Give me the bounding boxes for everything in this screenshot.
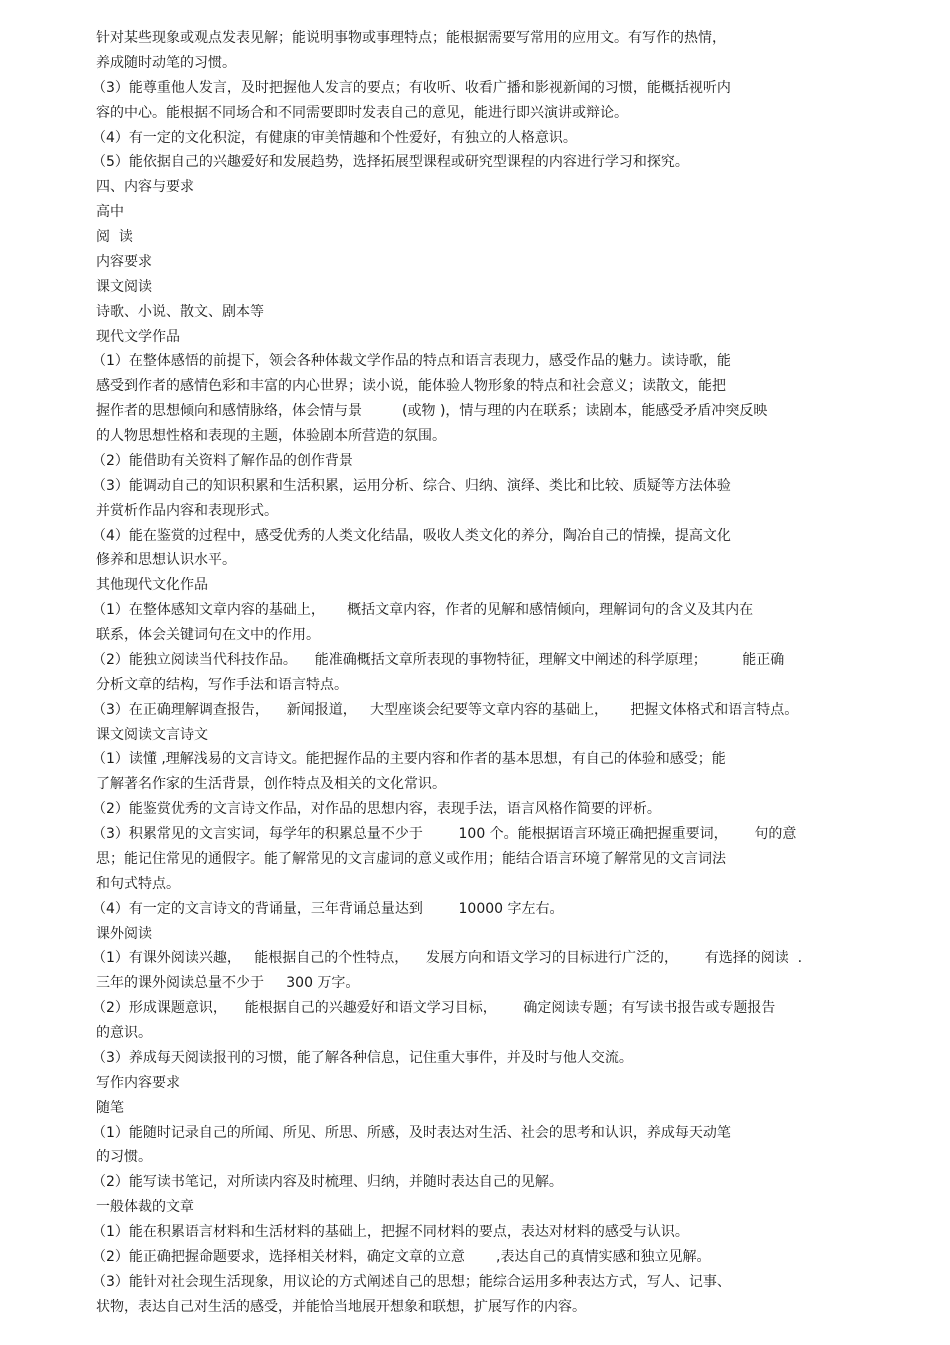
text-line: 养成随时动笔的习惯。 bbox=[96, 54, 236, 71]
text-line: 随笔 bbox=[96, 1099, 124, 1116]
text-line: （2）能独立阅读当代科技作品。 能准确概括文章所表现的事物特征，理解文中阐述的科学原理； 能正确 bbox=[92, 651, 785, 668]
document-body bbox=[92, 26, 856, 1320]
text-line: （1）在整体感知文章内容的基础上， 概括文章内容，作者的见解和感情倾向，理解词句的含义及其内在 bbox=[92, 602, 754, 619]
text-line: 并赏析作品内容和表现形式。 bbox=[96, 502, 278, 519]
text-line: （1）有课外阅读兴趣， 能根据自己的个性特点， 发展方向和语文学习的目标进行广泛的， 有选择的阅读 . bbox=[92, 950, 803, 967]
text-line: （3）积累常见的文言实词，每学年的积累总量不少于 100 个。能根据语言环境正确把握重要词， 句的意 bbox=[92, 826, 797, 842]
text-line: 课外阅读 bbox=[96, 925, 152, 942]
text-line: 课文阅读 bbox=[96, 278, 152, 295]
text-line: （1）在整体感悟的前提下，领会各种体裁文学作品的特点和语言表现力，感受作品的魅力。读诗歌，能 bbox=[92, 353, 731, 370]
text-line: （5）能依据自己的兴趣爱好和发展趋势，选择拓展型课程或研究型课程的内容进行学习和探究。 bbox=[92, 154, 689, 171]
text-line: 的意识。 bbox=[96, 1025, 152, 1041]
text-line: 写作内容要求 bbox=[96, 1074, 180, 1091]
text-line: （1）能在积累语言材料和生活材料的基础上，把握不同材料的要点，表达对材料的感受与认识。 bbox=[92, 1224, 689, 1240]
text-line: （4）有一定的文化积淀，有健康的审美情趣和个性爱好，有独立的人格意识。 bbox=[92, 129, 577, 146]
text-line: 三年的课外阅读总量不少于 300 万字。 bbox=[96, 975, 360, 992]
text-line: （2）能借助有关资料了解作品的创作背景 bbox=[92, 452, 353, 469]
text-line: （2）能写读书笔记，对所读内容及时梳理、归纳，并随时表达自己的见解。 bbox=[92, 1174, 563, 1191]
text-line: 和句式特点。 bbox=[96, 875, 180, 892]
text-line: 的人物思想性格和表现的主题，体验剧本所营造的氛围。 bbox=[96, 428, 446, 444]
text-line: 修养和思想认识水平。 bbox=[96, 552, 236, 569]
text-line: 诗歌、小说、散文、剧本等 bbox=[96, 303, 264, 320]
text-line: （1）读懂 ,理解浅易的文言诗文。能把握作品的主要内容和作者的基本思想，有自己的体验和感受；能 bbox=[92, 751, 726, 768]
text-line: 握作者的思想倾向和感情脉络，体会情与景 (或物 )，情与理的内在联系；读剧本，能感受矛盾冲突反映 bbox=[96, 403, 768, 420]
text-line: （3）养成每天阅读报刊的习惯，能了解各种信息，记住重大事件，并及时与他人交流。 bbox=[92, 1049, 633, 1066]
text-line: 高中 bbox=[96, 204, 124, 221]
text-line: （2）能鉴赏优秀的文言诗文作品，对作品的思想内容，表现手法，语言风格作简要的评析。 bbox=[92, 801, 661, 818]
text-line: 容的中心。能根据不同场合和不同需要即时发表自己的意见，能进行即兴演讲或辩论。 bbox=[96, 104, 628, 121]
text-line: 思；能记住常见的通假字。能了解常见的文言虚词的意义或作用；能结合语言环境了解常见的文言词法 bbox=[96, 850, 726, 867]
text-line: （2）能正确把握命题要求，选择相关材料，确定文章的立意 ,表达自己的真情实感和独立见解。 bbox=[92, 1248, 711, 1265]
text-line: （3）在正确理解调查报告， 新闻报道， 大型座谈会纪要等文章内容的基础上， 把握文体格式和语言特点。 bbox=[92, 701, 799, 718]
text-line: 分析文章的结构，写作手法和语言特点。 bbox=[96, 676, 348, 693]
text-line: 阅 读 bbox=[96, 229, 133, 245]
text-line: 现代文学作品 bbox=[96, 328, 180, 345]
text-line: 四、内容与要求 bbox=[96, 179, 194, 196]
text-line: 内容要求 bbox=[96, 253, 152, 270]
text-line: 其他现代文化作品 bbox=[96, 577, 208, 594]
text-line: 了解著名作家的生活背景，创作特点及相关的文化常识。 bbox=[96, 776, 446, 793]
text-line: 的习惯。 bbox=[96, 1149, 152, 1166]
text-line: （2）形成课题意识， 能根据自己的兴趣爱好和语文学习目标， 确定阅读专题；有写读书报告或专题报告 bbox=[92, 1000, 776, 1017]
text-line: （4）能在鉴赏的过程中，感受优秀的人类文化结晶，吸收人类文化的养分，陶冶自己的情操，提高文化 bbox=[92, 527, 731, 544]
text-line: 状物，表达自己对生活的感受，并能恰当地展开想象和联想，扩展写作的内容。 bbox=[96, 1298, 586, 1315]
text-line: 一般体裁的文章 bbox=[96, 1199, 194, 1216]
text-line: 感受到作者的感情色彩和丰富的内心世界；读小说，能体验人物形象的特点和社会意义；读散文，能把 bbox=[96, 378, 726, 395]
text-line: 联系，体会关键词句在文中的作用。 bbox=[96, 627, 320, 643]
text-line: （4）有一定的文言诗文的背诵量，三年背诵总量达到 10000 字左右。 bbox=[92, 900, 564, 917]
text-line: （3）能尊重他人发言，及时把握他人发言的要点；有收听、收看广播和影视新闻的习惯，能概括视听内 bbox=[92, 79, 731, 96]
text-line: 针对某些现象或观点发表见解；能说明事物或事理特点；能根据需要写常用的应用文。有写作的热情， bbox=[96, 30, 726, 46]
text-line: 课文阅读文言诗文 bbox=[96, 726, 208, 743]
text-line: （3）能调动自己的知识积累和生活积累，运用分析、综合、归纳、演绎、类比和比较、质疑等方法体验 bbox=[92, 477, 731, 494]
text-line: （1）能随时记录自己的所闻、所见、所思、所感，及时表达对生活、社会的思考和认识，养成每天动笔 bbox=[92, 1124, 731, 1141]
text-line: （3）能针对社会现生活现象，用议论的方式阐述自己的思想；能综合运用多种表达方式，写人、记事、 bbox=[92, 1273, 731, 1290]
